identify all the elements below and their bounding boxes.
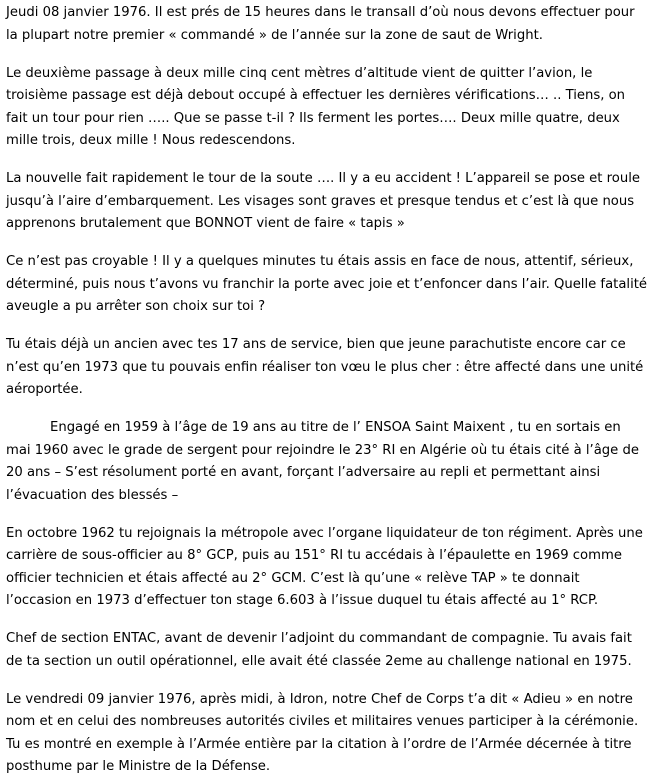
paragraph-date-intro: Jeudi 08 janvier 1976. Il est prés de 15 heures dans le transall d’où nous devons effectuer pour la plupart notre premier « commandé » de l’année sur la zone de saut de Wright. (6, 5, 635, 43)
paragraph-disbelief: Ce n’est pas croyable ! Il y a quelques minutes tu étais assis en face de nous, attentif, sérieux, déterminé, puis nous t’avons vu franchir la porte avec joie et t’enfoncer dans l’air. Quelle fatalité aveugle a pu arrêter son choix sur toi ? (6, 254, 648, 314)
paragraph-accident-news: La nouvelle fait rapidement le tour de la soute …. Il y a eu accident ! L’appareil se pose et roule jusqu’à l’aire d’embarquement. Les visages sont graves et presque tendus et c’est là que nous apprenons brutalement que BONNOT vient de faire « tapis » (6, 171, 640, 231)
paragraph-section-chief: Chef de section ENTAC, avant de devenir l’adjoint du commandant de compagnie. Tu avais fait de ta section un outil opérationnel, elle avait été classée 2eme au challenge national en 1975. (6, 631, 632, 669)
paragraph-career: En octobre 1962 tu rejoignais la métropole avec l’organe liquidateur de ton régiment. Après une carrière de sous-officier au 8° GCP, puis au 151° RI tu accédais à l’épaulette en 1969 comme officier technicien et étais affecté au 2° GCM. C’est là qu’une « relève TAP » te donnait l’occasion en 1973 d’effectuer ton stage 6.603 à l’issue duquel tu étais affecté au 1° RCP. (6, 525, 643, 608)
paragraph-veteran: Tu étais déjà un ancien avec tes 17 ans de service, bien que jeune parachutiste encore car ce n’est qu’en 1973 que tu pouvais enfin réaliser ton vœu le plus cher : être affecté dans une unité aéroportée. (6, 337, 644, 397)
paragraph-second-passage: Le deuxième passage à deux mille cinq cent mètres d’altitude vient de quitter l’avion, le troisième passage est déjà debout occupé à effectuer les dernières vérifications… .. Tiens, on fait un tour pour rien ….. Que se passe t-il ? Ils ferment les portes…. Deux mille quatre, deux mille trois, deux mille ! Nous redescendons. (6, 65, 626, 148)
paragraph-farewell: Le vendredi 09 janvier 1976, après midi, à Idron, notre Chef de Corps t’a dit « Adieu » en notre nom et en celui des nombreuses autorités civiles et militaires venues participer à la cérémonie. Tu es montré en exemple à l’Armée entière par la citation à l’ordre de l’Armée décernée à titre posthume par le Ministre de la Défense. (6, 691, 639, 774)
paragraph-enlistment: Engagé en 1959 à l’âge de 19 ans au titre de l’ ENSOA Saint Maixent , tu en sortais en mai 1960 avec le grade de sergent pour rejoindre le 23° RI en Algérie où tu étais cité à l’âge de 20 ans – S’est résolument porté en avant, forçant l’adversaire au repli et permettant ainsi l’évacuation des blessés – (6, 420, 639, 503)
